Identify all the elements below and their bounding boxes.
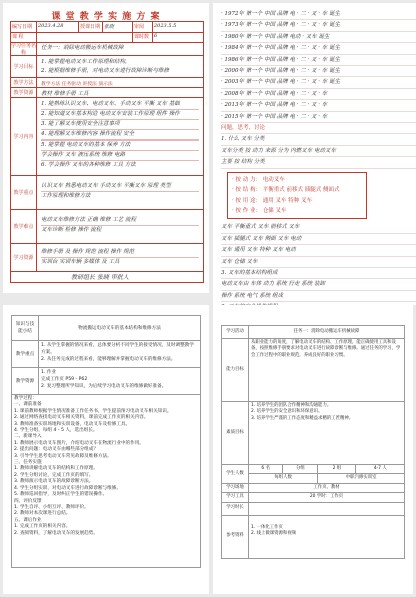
cell-value: 中职汽修实训室 [318, 474, 405, 483]
plan-title: 课 堂 教 学 实 施 方 案 [51, 12, 161, 22]
row-text: 从职业能力的角度，了解电动叉车的结构、工作原理，能正确使用工具和设备，按照维修手册要求对电动叉车进行故障诊断与维修。通过任务的学习，学会工作过程中的职业规范，养成良好的职业习惯。 [249, 339, 405, 402]
row-label: 能力目标 [222, 339, 249, 402]
row-label: 素质目标 [222, 402, 249, 465]
handwritten-notes-page [213, 3, 416, 305]
note-line: 2. 线上微课资源和视频 [251, 531, 297, 537]
hw-line: 1. 能掌握电动叉车工作原理和结构， [41, 59, 131, 65]
cell-value: 4-7 人 [356, 465, 405, 474]
process-line: 一、课前准备 [14, 402, 42, 408]
hw-line: 学会操作 叉车 液压系统 维修 电路 [41, 151, 199, 161]
paragraph-line: 叉车分类 按 动力 来源 分为 内燃叉车 电动叉车 [221, 146, 416, 157]
paragraph-line: 叉车 插腿式 叉车 侧面 叉车 电动 [221, 234, 416, 245]
cell-value [249, 502, 405, 515]
row-text: 任务一：消除电动搬运车机械故障 [249, 326, 405, 339]
process-line: 3. 引导学生思考电动叉车常见故障及维修方法。 [14, 453, 112, 459]
row-label: 参考资料 [222, 515, 249, 558]
paragraph-line: 电动叉车由 车体 动力 系统 行走 系统 装卸 [221, 279, 416, 290]
row-label: 教学资源 [12, 368, 39, 395]
header-value [37, 32, 133, 42]
hw-line: 任务一：消除电动搬运车机械故障 [41, 45, 124, 51]
process-line: 4. 学生分组，每组 4 - 5 人，选出组长。 [14, 428, 98, 434]
row-text: 1. 作业 完成工作页 P59 - P62 2. 复习整理所学知识，为后续学习电动叉车的维修做好准备。 [39, 368, 201, 395]
process-line: 2. 查阅资料，了解电动叉车的发展趋势。 [14, 530, 98, 536]
process-title: 教学过程： [14, 396, 37, 401]
row-label: 学习时长 [222, 502, 249, 515]
cell-value: 6 名 [249, 465, 283, 474]
process-line: 3. 教师准备实训场地和实训设备，电动叉车及检修工具。 [14, 421, 131, 427]
process-line: 5. 教师巡回指导，及时纠正学生的错误操作。 [14, 492, 108, 498]
plan-form-frame [10, 21, 204, 283]
hw-line: 5. 能掌握 电动叉车的基本 保养 方法 [41, 141, 199, 151]
timeline-line: · 1986年 第一个 中国 品牌 电 · 二 · 叉 · 车 诞生 [221, 55, 416, 66]
typed-plan-page [3, 305, 209, 594]
header-value: 6 [154, 33, 158, 39]
hw-line: 6. 学会操作 叉车的各种维修 工具 方法 [41, 162, 136, 168]
timeline-line: · 1980年 第一个 中国 品牌 电动 · 叉车 诞生 [221, 32, 416, 43]
process-line: 2. 提出问题：电动叉车由哪些部分组成？ [14, 447, 98, 453]
note-line: 1. 一体化工作页 [251, 524, 283, 530]
timeline-line: · 1973年 第一个 中国 品牌 电 · 二 · 叉 · 车 诞生 [221, 20, 416, 31]
cell-value: 工作页、教材 [249, 483, 405, 492]
hw-line: 认识叉车 熟悉电动叉车 手动叉车 平衡叉车 原理 类型 [41, 182, 199, 192]
section-label: 学习内容 [11, 98, 37, 176]
paragraph-line: 叉车 仓储 叉车 [221, 257, 416, 268]
notes-cell [249, 515, 405, 558]
process-line: 2. 通过网络查找电动叉车相关资料，课前完成工作页的相关内容。 [14, 415, 149, 421]
header-value: 2023.4.28 [37, 22, 79, 32]
header-label: 审阅 [133, 22, 153, 32]
process-line: 2. 教师对本次课进行总结。 [14, 511, 71, 517]
hw-line: 电动叉车维修方法 正确 维修 工艺 流程 [41, 216, 199, 226]
section-label: 教学难点 [11, 210, 37, 244]
header-label: 授课日期 [79, 22, 103, 32]
timeline-line: · 2000年 第一个 中国 品牌 电 · 二 · 叉 · 车 诞生 [221, 66, 416, 77]
cell-label: 每组人数 [249, 474, 318, 483]
section-label: 教学重点 [11, 176, 37, 210]
learning-resources [37, 244, 203, 272]
hw-line: 1. 能熟练认识叉车、电动叉车、手动叉车 平衡 叉车 基础 [41, 100, 199, 110]
row-label: 学习场地 [222, 483, 249, 492]
row-text: 1. 培养学生的团队合作精神和沟通能力。 2. 培养学生的安全意识和环保意识。 3. 培养学生严谨的工作态度和精益求精的工匠精神。 [249, 402, 405, 465]
process-line: 1. 教师讲解电动叉车的结构和工作原理。 [14, 466, 98, 472]
learning-content [37, 98, 203, 176]
header-label: 编写日期 [11, 22, 37, 32]
paragraph-line: 叉车 平衡重式 叉车 前移式 叉车 [221, 222, 416, 233]
cell-value: 20 学时：工作页 [249, 493, 405, 502]
classification-box [227, 172, 367, 220]
teaching-focus [37, 176, 203, 210]
paragraph-line: 主要 按 结构 分类 [221, 157, 416, 168]
classification-line: · 按 作 业： 仓储 叉车 [232, 207, 287, 214]
section-label: 学习目标 [11, 56, 37, 78]
plan-form-page [3, 3, 209, 293]
header-value: 张晓 [103, 22, 133, 32]
process-line: 1. 学生自评、小组互评、教师评价。 [14, 504, 89, 510]
section-heading: 3. 叉车的基本结构组成 [221, 268, 416, 279]
row-label: 学习活动 [222, 326, 249, 339]
section-label: 学习资源 [11, 244, 37, 272]
row-label: 学生人数 [222, 465, 249, 484]
classification-line: · 按 结 构： 平衡重式 前移式 插腿式 侧面式 [232, 187, 340, 194]
discussion-heading: 问题，思考，讨论 [221, 123, 416, 134]
process-line: 三、任务实施 [14, 460, 42, 466]
activity-table [221, 325, 405, 559]
paragraph-line: 操作 系统 电气 系统 组成 [221, 291, 416, 302]
process-line: 1. 教师展示电动叉车图片，介绍电动叉车在物流行业中的作用。 [14, 440, 144, 446]
task-name [37, 42, 203, 56]
row-text: 1. 从学生掌握的情况来看，总体要分析不同学生的接受情况，及时调整教学方案。 2. 从任务完成的过程来看，能够理解并掌握电动叉车的维修方法。 [39, 341, 201, 368]
teaching-method [37, 78, 203, 88]
process-line: 五、课后作业 [14, 517, 42, 523]
section-label: 教学方法 [11, 78, 37, 88]
process-line: 1. 课前教师根据学生情况准备工作任务书，学生提前预习电动叉车相关知识。 [14, 408, 172, 414]
process-line: 四、评价反馈 [14, 498, 42, 504]
classification-line: · 按 用 途： 通用 叉车 特种 叉车 [232, 197, 312, 204]
cell-label: 分组 [283, 465, 318, 474]
process-line: 二、新课导入 [14, 434, 42, 440]
header-label: 课时数 [133, 32, 153, 42]
timeline-line: · 2003年 第一个 中国 品牌 电 · 二 · 叉 · 车 诞生 [221, 77, 416, 88]
hw-line: 维修手册 及 操作 规范 流程 操作 规范 [41, 248, 199, 258]
timeline-line: · 1984年 第一个 中国 品牌 电 · 二 · 叉 · 车 诞生 [221, 43, 416, 54]
header-value: 2023.5.5 [154, 23, 177, 29]
row-label: 教学重点 [12, 341, 39, 368]
cell-value: 2 组 [318, 465, 356, 474]
section-label: 教学资源 [11, 88, 37, 98]
paragraph-line: 1. 什么 叉车 分类 [221, 134, 416, 145]
classification-line: · 按 动 力： 电动叉车 [232, 176, 285, 183]
hw-line: 2. 能根据维修手册，对电动叉车进行故障诊断与维修 [41, 68, 169, 74]
hw-line: 2. 能知道叉车基本构造 电动叉车安装工作原理 组件 操作 [41, 110, 199, 120]
process-line: 2. 学生分组讨论，完成工作页的填写。 [14, 472, 94, 478]
row-text: 物流搬运电动叉车的基本结构和维修方法 [39, 316, 201, 341]
row-label: 学习工具 [222, 493, 249, 502]
timeline-line: · 1972年 第一个 中国 品牌 电 · 二 · 叉 · 车 诞生 [221, 9, 416, 20]
hw-line: 3. 能了解叉车使用安全注意事项 [41, 120, 199, 130]
hw-line: 4. 能理解叉车维修内容 操作流程 安全 [41, 130, 199, 140]
teaching-process [12, 395, 201, 568]
typed-activity-page [213, 305, 413, 594]
teaching-difficulty [37, 210, 203, 244]
timeline-line: · 2013年 第一个 中国 品牌 电 · 二 · 叉 · 车 [221, 100, 416, 111]
hw-line: 教材 维修手册 工具 [41, 91, 89, 97]
signature: 教研组长 张晓 审批人 [71, 274, 129, 281]
hw-line: 教学方法 任务驱动 讲授法 演示法 [41, 82, 113, 87]
hw-line: 实训台 实训车辆 多媒体 及 工具 [41, 259, 120, 265]
learning-goals [37, 56, 203, 78]
process-line: 3. 教师演示电动叉车的故障诊断方法。 [14, 479, 94, 485]
process-line: 1. 完成工作页的相关内容。 [14, 524, 71, 530]
header-label: 课 程 [11, 32, 37, 42]
section-label: 学习任务名称 [11, 42, 37, 56]
hw-line: 叉车诊断 检修 操作 流程 [41, 227, 102, 233]
teaching-resources [37, 88, 203, 98]
timeline-line: · 2015年 第一个 中国 品牌 电 · 二 · 叉 · 车 [221, 112, 416, 123]
row-label: 知识与技能小结 [12, 316, 39, 341]
paragraph-line: 叉车 通用 叉车 特种 叉车 电动 [221, 245, 416, 256]
typed-plan-table [11, 315, 201, 568]
hw-line: 工作原理和维修方法 [41, 193, 91, 199]
process-line: 4. 学生分组实训，对电动叉车进行故障诊断与维修。 [14, 485, 121, 491]
timeline-line: · 2008年 第一个 中国 品牌 电 · 二 · 叉 · 车 [221, 89, 416, 100]
